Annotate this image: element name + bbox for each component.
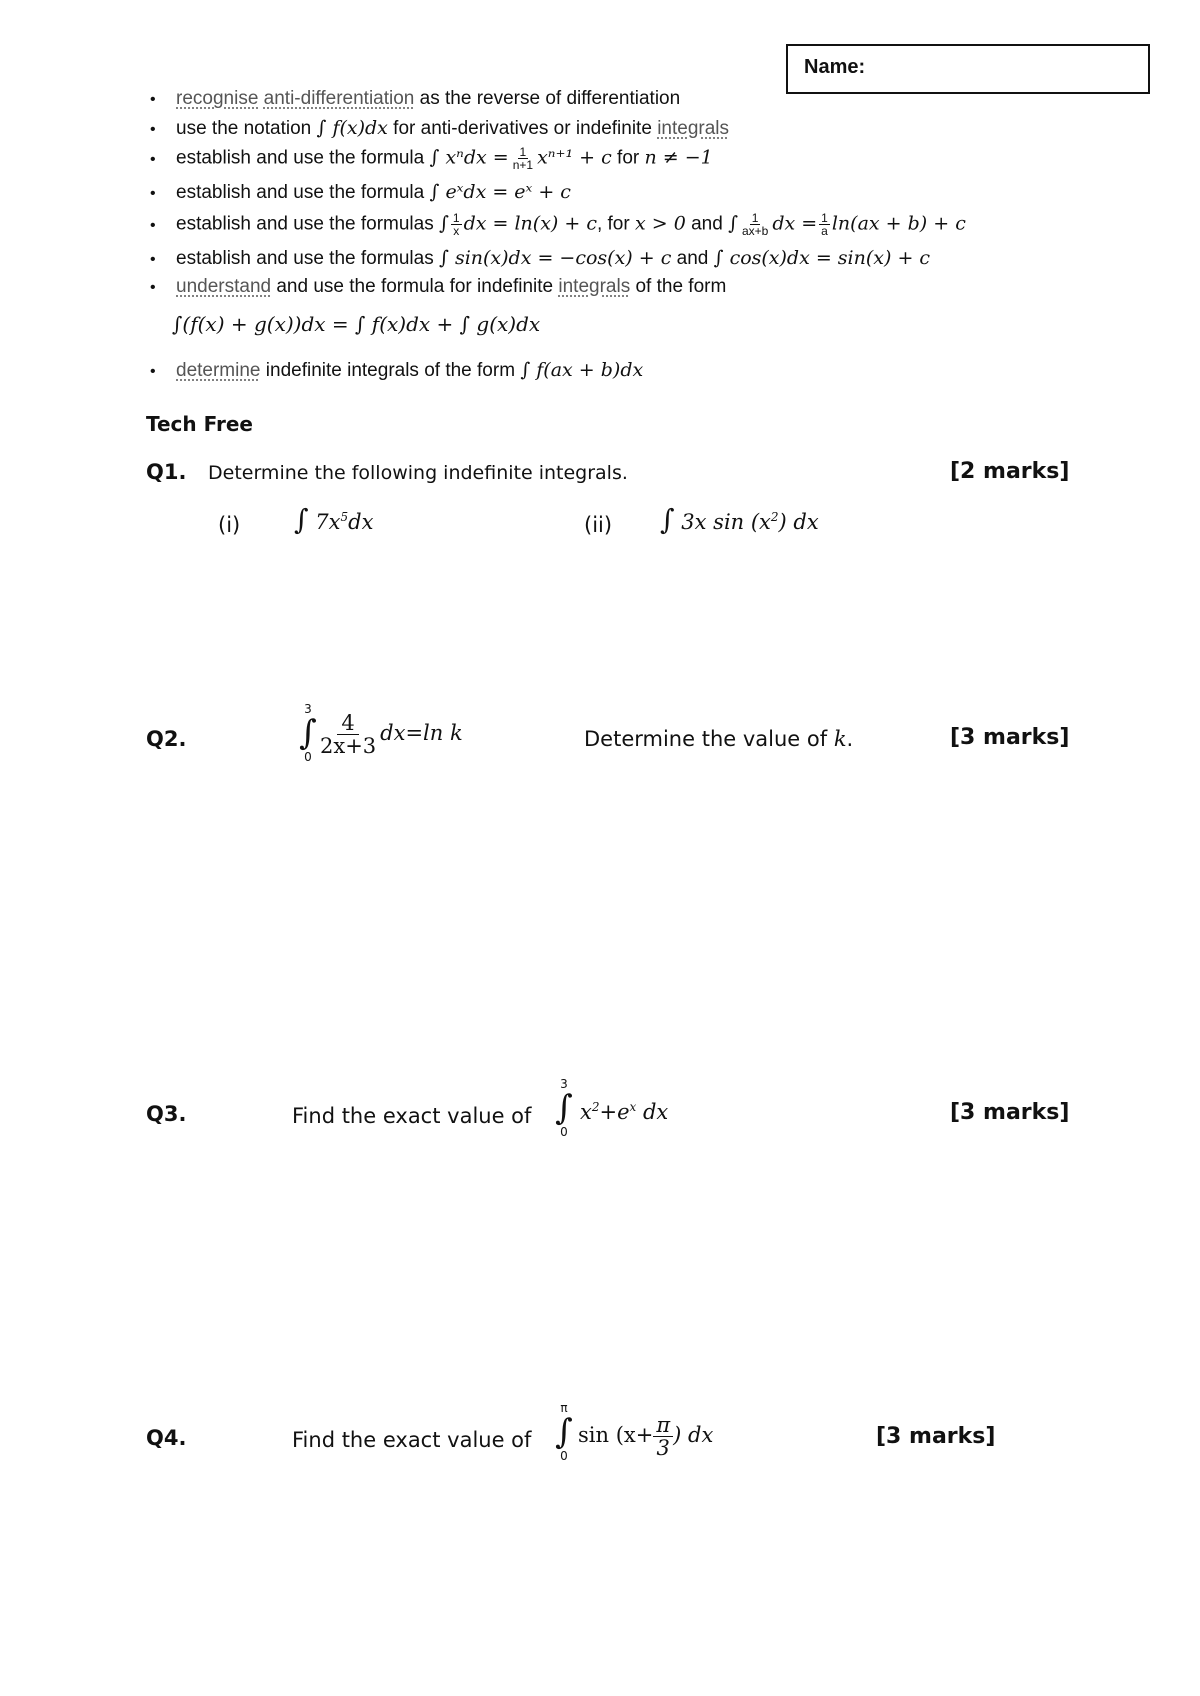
q1-part-i-label: (i) bbox=[218, 513, 241, 537]
q1-text: Determine the following indefinite integrals. bbox=[208, 462, 628, 484]
outcome-1 bbox=[150, 88, 680, 110]
outcome-4-formula: ∫ eˣdx = eˣ + c bbox=[429, 181, 571, 203]
q4-label: Q4. bbox=[146, 1426, 187, 1450]
outcome-3-fraction: $\frac{1}{n+1}$ bbox=[512, 145, 534, 172]
outcome-6: • establish and use the formulas ∫ sin(x)dx = −cos(x) + c and ∫ cos(x)dx = sin(x) + c bbox=[150, 247, 931, 269]
q2-marks: [3 marks] bbox=[950, 725, 1070, 750]
outcome-1-a: recognise bbox=[176, 88, 259, 109]
q4-marks: [3 marks] bbox=[876, 1424, 996, 1449]
q3-label: Q3. bbox=[146, 1102, 187, 1126]
name-label: Name: bbox=[804, 56, 866, 78]
q2-label: Q2. bbox=[146, 727, 187, 751]
outcome-2 bbox=[150, 117, 729, 140]
q4-expr: sin (x+ $\frac{\pi}{3}$ ) dx bbox=[578, 1413, 714, 1461]
outcome-4-a: establish and use the formula bbox=[176, 182, 425, 203]
bullet-icon: • bbox=[150, 363, 156, 380]
outcome-1-c: as the reverse of differentiation bbox=[419, 88, 681, 109]
outcome-5-a: establish and use the formulas bbox=[176, 213, 434, 235]
outcome-2-formula: ∫ f(x)dx bbox=[316, 117, 388, 139]
q3-integral: 3 ∫ 0 bbox=[555, 1077, 573, 1139]
section-title: Tech Free bbox=[146, 412, 253, 436]
outcome-5-fraction-1: $\frac{1}{x}$ bbox=[452, 211, 460, 238]
outcome-2-a: use the notation bbox=[176, 118, 312, 139]
name-box[interactable] bbox=[786, 44, 1150, 94]
bullet-icon: • bbox=[150, 91, 156, 108]
bullet-icon: • bbox=[150, 279, 156, 296]
q1-label: Q1. bbox=[146, 460, 187, 484]
outcome-3 bbox=[150, 146, 713, 171]
q1-part-ii-expr: ∫ 3x $\sin (x^2)$ dx bbox=[660, 503, 819, 536]
q3-expr: $x^2+e^x$ dx bbox=[580, 1100, 669, 1124]
outcome-3-a: establish and use the formula bbox=[176, 147, 425, 169]
q3-marks: [3 marks] bbox=[950, 1100, 1070, 1125]
q2-text: Determine the value of k. bbox=[584, 727, 854, 751]
outcome-5-fraction-3: $\frac{1}{a}$ bbox=[821, 211, 828, 238]
bullet-icon: • bbox=[150, 216, 156, 234]
q3-text: Find the exact value of bbox=[292, 1104, 532, 1128]
q4-integral: π ∫ 0 bbox=[555, 1401, 573, 1463]
q1-part-i-expr: ∫ $7x^5dx$ bbox=[294, 503, 374, 536]
outcome-3-cond: n ≠ −1 bbox=[644, 146, 713, 169]
q2-expr: $\frac{4}{2x+3}$ dx=ln k bbox=[320, 711, 463, 759]
outcome-5-fraction-2: $\frac{1}{ax+b}$ bbox=[741, 211, 769, 238]
outcome-7-formula: ∫(f(x) + g(x))dx = ∫ f(x)dx + ∫ g(x)dx bbox=[172, 312, 541, 336]
outcome-3-b: for bbox=[617, 147, 640, 169]
q1-marks: [2 marks] bbox=[950, 459, 1070, 484]
outcome-1-b: anti-differentiation bbox=[263, 88, 415, 109]
bullet-icon: • bbox=[150, 121, 156, 138]
outcome-4 bbox=[150, 181, 571, 204]
q1-part-ii-label: (ii) bbox=[584, 513, 613, 537]
outcome-3-f2: xⁿ⁺¹ + c bbox=[537, 146, 612, 169]
q2-integral: 3 ∫ 0 bbox=[299, 702, 317, 764]
bullet-icon: • bbox=[150, 185, 156, 202]
bullet-icon: • bbox=[150, 251, 156, 268]
q4-text: Find the exact value of bbox=[292, 1428, 532, 1452]
outcome-3-f1: ∫ xⁿdx = bbox=[429, 146, 509, 169]
outcome-8: • determine indefinite integrals of the form ∫ f(ax + b)dx bbox=[150, 359, 644, 381]
bullet-icon: • bbox=[150, 150, 156, 168]
outcome-5: • establish and use the formulas ∫ $\frac{1}{x}$ dx = ln(x) + c, for x > 0 and ∫ $\frac{1}{ax+b}$ dx = $\frac{1}{a}$ ln(ax + b) + c bbox=[150, 211, 966, 238]
outcome-2-c: integrals bbox=[657, 118, 730, 139]
outcome-7: • understand and use the formula for indefinite integrals of the form bbox=[150, 276, 727, 297]
outcome-2-b: for anti-derivatives or indefinite bbox=[393, 118, 652, 139]
